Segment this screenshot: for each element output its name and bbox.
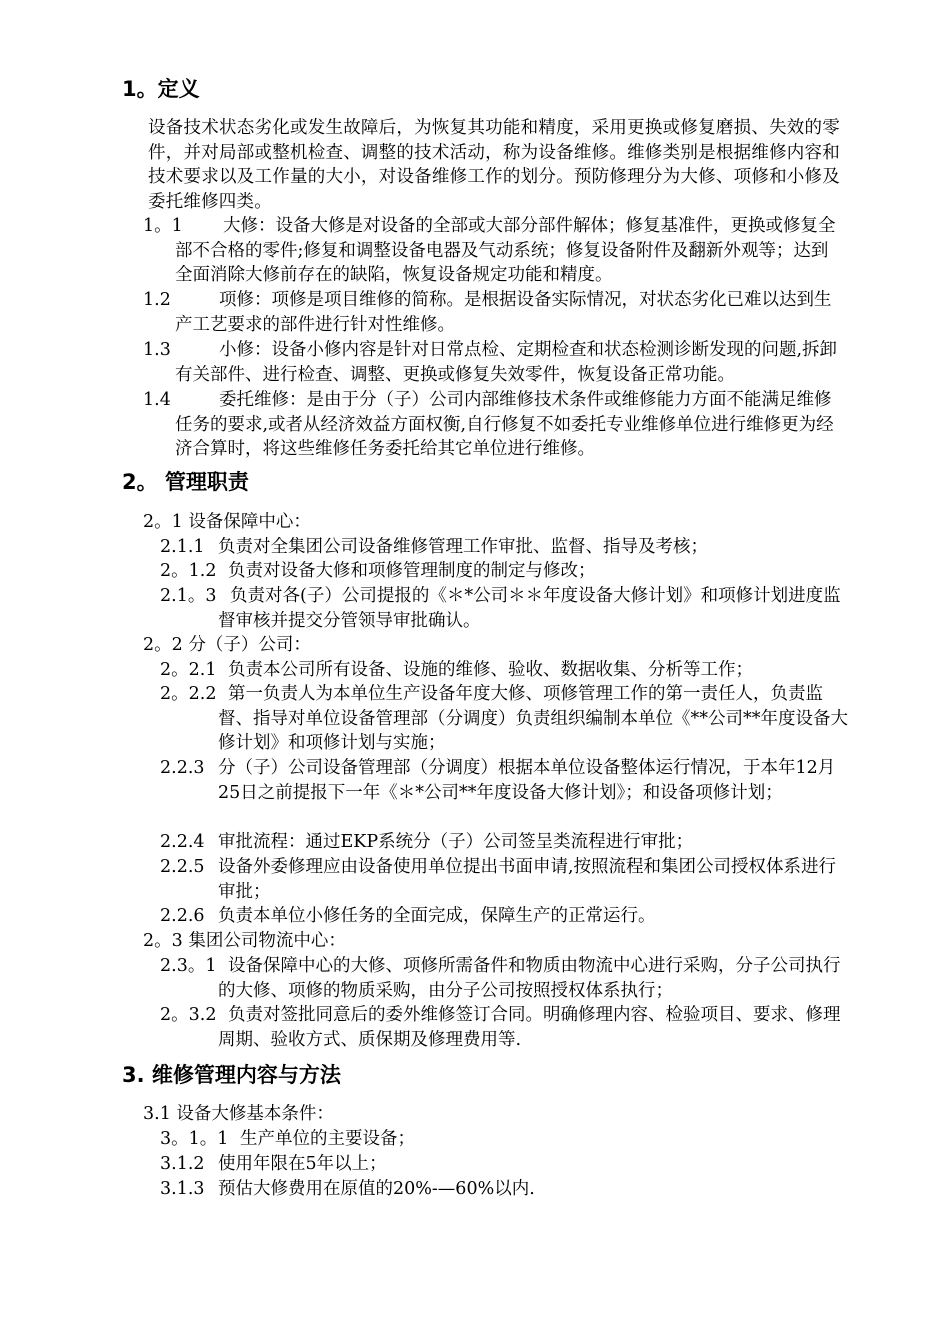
group-title: 2。1 设备保障中心：	[143, 512, 311, 532]
group-title: 2。2 分（子）公司：	[143, 635, 311, 655]
list-item	[160, 584, 850, 633]
item-number: 2.2.3	[160, 758, 205, 778]
list-item	[160, 1152, 850, 1177]
item-text: 大修：设备大修是对设备的全部或大部分部件解体；修复基准件，更换或修复全部不合格的零件;修复和调整设备电器及气动系统；修复设备附件及翻新外观等；达到全面消除大修前存在的缺陷，恢复设备规定功能和精度。	[175, 216, 836, 285]
item-number: 2。1.2	[160, 561, 217, 581]
item-text: 生产单位的主要设备；	[240, 1129, 415, 1149]
item-number: 2.1.1	[160, 537, 205, 557]
section-3-heading: 3. 维修管理内容与方法	[122, 1063, 341, 1087]
item-number: 1.2	[143, 290, 171, 310]
list-item	[160, 904, 850, 929]
item-text: 负责本单位小修任务的全面完成，保障生产的正常运行。	[218, 906, 656, 926]
list-item	[143, 214, 840, 288]
list-item	[160, 682, 850, 756]
item-text: 设备外委修理应由设备使用单位提出书面申请,按照流程和集团公司授权体系进行审批；	[218, 857, 837, 902]
item-text: 负责本公司所有设备、设施的维修、验收、数据收集、分析等工作；	[228, 660, 753, 680]
item-number: 2.2.4	[160, 832, 205, 852]
item-text: 负责对全集团公司设备维修管理工作审批、监督、指导及考核；	[218, 537, 708, 557]
list-item	[143, 338, 840, 387]
list-item	[160, 830, 850, 855]
item-text: 第一负责人为本单位生产设备年度大修、项修管理工作的第一责任人，负责监督、指导对单位设备管理部（分调度）负责组织编制本单位《**公司**年度设备大修计划》和项修计划与实施；	[218, 684, 848, 753]
item-number: 2。2.1	[160, 660, 217, 680]
item-number: 3。1。1	[160, 1129, 229, 1149]
list-item	[160, 1003, 850, 1052]
item-text: 审批流程：通过EKP系统分（子）公司签呈类流程进行审批；	[218, 832, 694, 852]
list-item	[143, 288, 840, 337]
item-number: 1。1	[143, 216, 183, 236]
item-text: 负责对设备大修和项修管理制度的制定与修改；	[228, 561, 596, 581]
item-number: 1.4	[143, 390, 171, 410]
section-1-paragraph: 设备技术状态劣化或发生故障后，为恢复其功能和精度，采用更换或修复磨损、失效的零件，并对局部或整机检查、调整的技术活动，称为设备维修。维修类别是根据维修内容和技术要求以及工作量的大小，对设备维修工作的划分。预防修理分为大修、项修和小修及委托维修四类。	[148, 118, 840, 212]
group-title: 2。3 集团公司物流中心：	[143, 931, 346, 951]
list-item	[160, 756, 850, 805]
item-number: 2.1。3	[160, 586, 217, 606]
item-number: 1.3	[143, 340, 171, 360]
list-item	[143, 388, 840, 462]
item-text: 设备保障中心的大修、项修所需备件和物质由物流中心进行采购，分子公司执行的大修、项修的物质采购，由分子公司按照授权体系执行；	[218, 956, 841, 1001]
item-number: 2。3.2	[160, 1005, 217, 1025]
list-item	[160, 535, 850, 560]
item-text: 分（子）公司设备管理部（分调度）根据本单位设备整体运行情况，于本年12月25日之前提报下一年《＊*公司**年度设备大修计划》；和设备项修计划；	[218, 758, 836, 803]
item-number: 3.1.2	[160, 1154, 205, 1174]
list-item	[160, 1177, 850, 1202]
section-2-heading: 2。 管理职责	[122, 470, 249, 494]
item-text: 负责对签批同意后的委外维修签订合同。明确修理内容、检验项目、要求、修理周期、验收方式、质保期及修理费用等.	[218, 1005, 841, 1050]
list-item	[160, 954, 850, 1003]
item-number: 2。2.2	[160, 684, 217, 704]
item-number: 2.3。1	[160, 956, 217, 976]
item-text: 负责对各(子）公司提报的《＊*公司＊＊年度设备大修计划》和项修计划进度监督审核并提交分管领导审批确认。	[218, 586, 841, 631]
list-item	[160, 855, 850, 904]
list-item	[160, 559, 850, 584]
item-text: 项修：项修是项目维修的简称。是根据设备实际情况，对状态劣化已难以达到生产工艺要求的部件进行针对性维修。	[175, 290, 832, 335]
list-item	[160, 658, 850, 683]
list-item	[160, 1127, 850, 1152]
item-text: 使用年限在5年以上；	[218, 1154, 387, 1174]
section-1-heading: 1。定义	[122, 77, 200, 101]
item-text: 委托维修：是由于分（子）公司内部维修技术条件或维修能力方面不能满足维修任务的要求,或者从经济效益方面权衡,自行修复不如委托专业维修单位进行维修更为经济合算时，将这些维修任务委托给其它单位进行维修。	[175, 390, 834, 459]
item-text: 小修：设备小修内容是针对日常点检、定期检查和状态检测诊断发现的问题,拆卸有关部件、进行检查、调整、更换或修复失效零件，恢复设备正常功能。	[175, 340, 838, 385]
item-text: 预估大修费用在原值的20%-—60%以内.	[218, 1179, 535, 1199]
item-number: 2.2.5	[160, 857, 205, 877]
group-title: 3.1 设备大修基本条件：	[143, 1104, 334, 1124]
item-number: 3.1.3	[160, 1179, 205, 1199]
item-number: 2.2.6	[160, 906, 205, 926]
